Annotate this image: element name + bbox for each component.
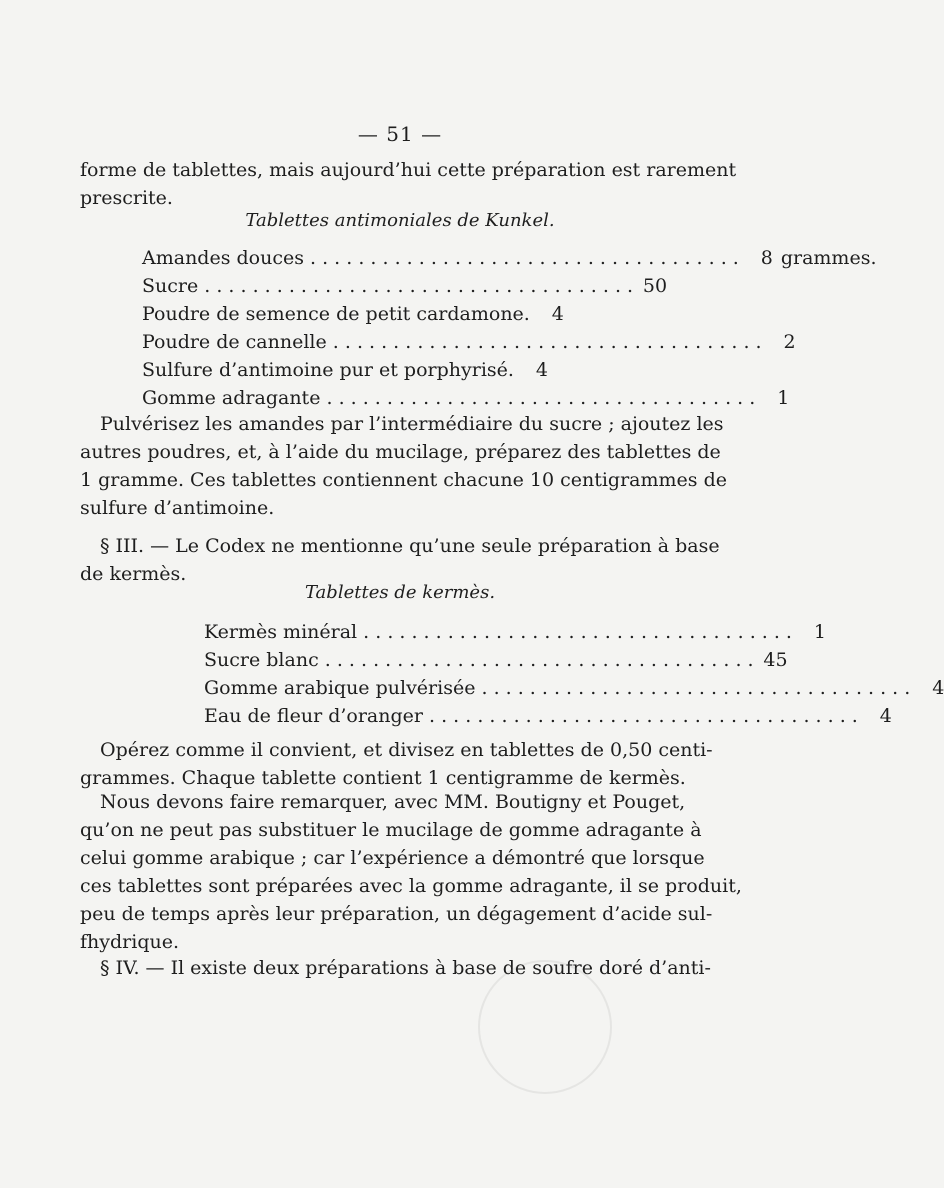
- kermes-instructions-line-2: grammes. Chaque tablette contient 1 centigramme de kermès.: [80, 767, 686, 789]
- ingredient-qty: 4: [932, 677, 944, 699]
- instructions-line-4: sulfure d’antimoine.: [80, 497, 275, 519]
- ingredient-name: Kermès minéral . . .: [204, 618, 792, 646]
- page-number: — 51 —: [357, 122, 443, 146]
- ingredient-qty: 8: [760, 247, 773, 269]
- ingredient-name: Poudre de cannelle . . .: [142, 328, 762, 356]
- intro-line-1: forme de tablettes, mais aujourd’hui cette préparation est rarement: [80, 159, 737, 181]
- remark-line-2: qu’on ne peut pas substituer le mucilage de gomme adragante à: [80, 819, 702, 841]
- ingredient-name: Poudre de semence de petit cardamone.: [142, 303, 530, 325]
- ingredient-name: Sulfure d’antimoine pur et porphyrisé.: [142, 359, 514, 381]
- remark-paragraph: [80, 788, 742, 956]
- instructions-kunkel: [80, 410, 727, 522]
- instructions-line-2: autres poudres, et, à l’aide du mucilage, préparez des tablettes de: [80, 441, 721, 463]
- recipe-table-kermes: [204, 618, 944, 730]
- recipe-row: [142, 356, 548, 384]
- section-heading-kermes: Tablettes de kermès.: [304, 582, 496, 603]
- section-heading-kunkel: Tablettes antimoniales de Kunkel.: [245, 210, 555, 231]
- library-stamp-watermark: [478, 960, 612, 1094]
- recipe-row: [204, 674, 944, 702]
- ingredient-name: Gomme arabique pulvérisée . . .: [204, 674, 910, 702]
- kermes-instructions-line-1: Opérez comme il convient, et divisez en tablettes de 0,50 centi-: [100, 739, 713, 761]
- section-iv-line-1: § IV. — Il existe deux préparations à base de soufre doré d’anti-: [100, 957, 711, 979]
- remark-line-5: peu de temps après leur préparation, un dégagement d’acide sul-: [80, 903, 713, 925]
- ingredient-name: Gomme adragante . . .: [142, 384, 755, 412]
- recipe-row: [142, 384, 790, 412]
- ingredient-unit: grammes.: [780, 247, 877, 269]
- instructions-line-1: Pulvérisez les amandes par l’intermédiaire du sucre ; ajoutez les: [100, 413, 724, 435]
- recipe-row: [142, 244, 877, 272]
- recipe-row: [204, 702, 892, 730]
- intro-paragraph: [80, 156, 737, 212]
- ingredient-qty: 4: [551, 303, 564, 325]
- ingredient-qty: 45: [763, 649, 788, 671]
- instructions-kermes: [80, 736, 713, 792]
- recipe-row: [204, 618, 826, 646]
- ingredient-qty: 1: [777, 387, 790, 409]
- remark-line-1: Nous devons faire remarquer, avec MM. Boutigny et Pouget,: [100, 791, 686, 813]
- recipe-row: [142, 300, 564, 328]
- ingredient-qty: 2: [783, 331, 796, 353]
- intro-line-2: prescrite.: [80, 187, 173, 209]
- ingredient-name: Eau de fleur d’oranger . . .: [204, 702, 858, 730]
- ingredient-name: Amandes douces . . .: [142, 244, 739, 272]
- recipe-table-kunkel: [142, 244, 877, 412]
- ingredient-qty: 50: [642, 275, 668, 297]
- section-iii-intro: [80, 532, 720, 588]
- ingredient-qty: 4: [535, 359, 548, 381]
- ingredient-qty: 4: [879, 705, 892, 727]
- ingredient-name: Sucre . . .: [142, 272, 633, 300]
- recipe-row: [142, 328, 796, 356]
- remark-line-4: ces tablettes sont préparées avec la gomme adragante, il se produit,: [80, 875, 742, 897]
- recipe-row: [142, 272, 668, 300]
- recipe-row: [204, 646, 788, 674]
- remark-line-6: fhydrique.: [80, 931, 180, 953]
- remark-line-3: celui gomme arabique ; car l’expérience a démontré que lorsque: [80, 847, 705, 869]
- section-iii-line-1: § III. — Le Codex ne mentionne qu’une seule préparation à base: [100, 535, 720, 557]
- ingredient-name: Sucre blanc . . .: [204, 646, 754, 674]
- instructions-line-3: 1 gramme. Ces tablettes contiennent chacune 10 centigrammes de: [80, 469, 727, 491]
- section-iii-line-2: de kermès.: [80, 563, 187, 585]
- ingredient-qty: 1: [813, 621, 826, 643]
